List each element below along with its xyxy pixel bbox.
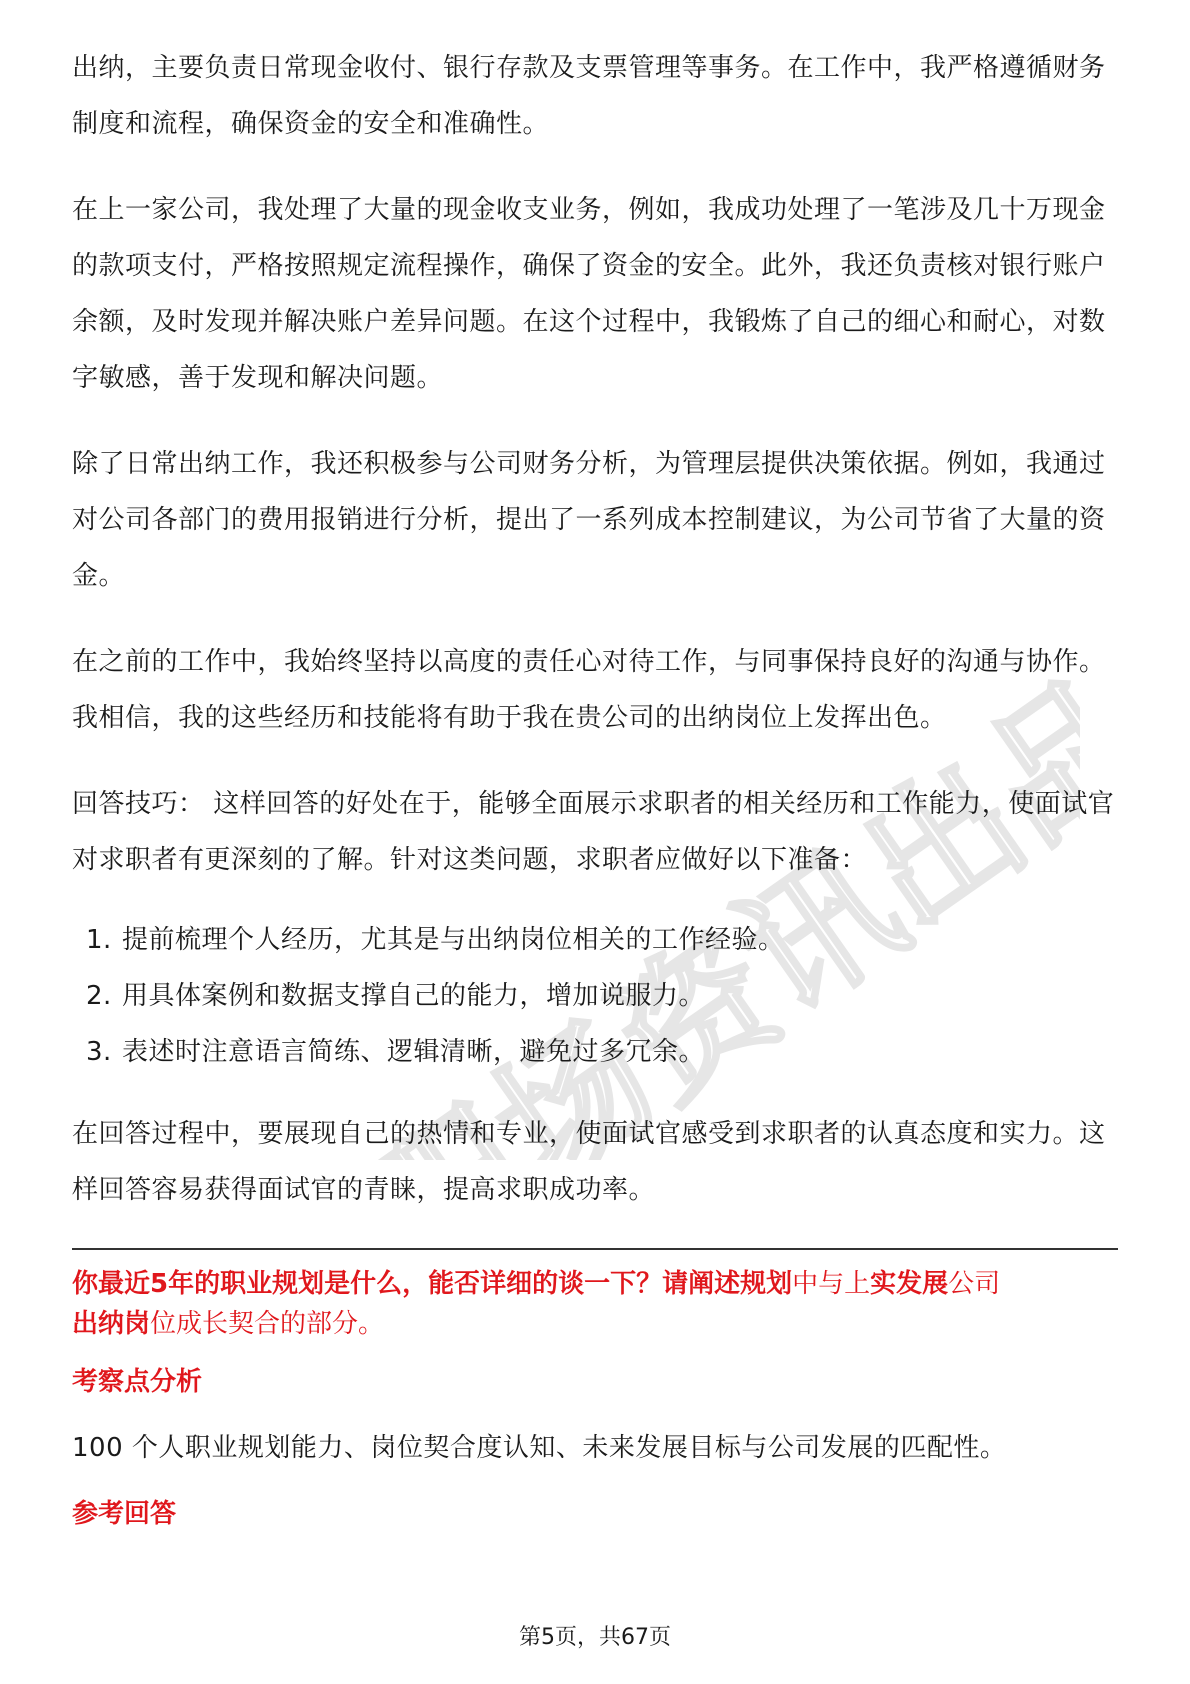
list-text: 提前梳理个人经历，尤其是与出纳岗位相关的工作经验。	[122, 925, 785, 955]
list-number: 2.	[86, 981, 112, 1011]
interview-question	[72, 1264, 1118, 1344]
section-divider	[72, 1248, 1118, 1250]
question-text: 实发展	[870, 1269, 949, 1299]
question-text: 位成长契合的部分。	[150, 1309, 385, 1339]
question-text: 中与上	[792, 1269, 871, 1299]
watermark-text: 职场资讯出品	[342, 647, 1080, 1160]
question-text: 公司	[948, 1269, 1001, 1299]
paragraph-analysis: 除了日常出纳工作，我还积极参与公司财务分析，为管理层提供决策依据。例如，我通过对公司各部门的费用报销进行分析，提出了一系列成本控制建议，为公司节省了大量的资金。	[72, 449, 1106, 591]
prep-steps-list	[72, 912, 1118, 1080]
document-page	[72, 40, 1118, 1552]
list-text: 用具体案例和数据支撑自己的能力，增加说服力。	[122, 981, 706, 1011]
list-number: 1.	[86, 925, 112, 955]
answer-heading: 参考回答	[72, 1499, 177, 1529]
page-footer: 第5页，共67页	[519, 1625, 671, 1650]
list-number: 3.	[86, 1037, 112, 1067]
list-item	[72, 912, 1118, 968]
analysis-heading: 考察点分析	[72, 1367, 203, 1397]
paragraph-intro: 出纳，主要负责日常现金收付、银行存款及支票管理等事务。在工作中，我严格遵循财务制度和流程，确保资金的安全和准确性。	[72, 53, 1106, 139]
question-text: 出纳岗	[72, 1309, 151, 1339]
list-item	[72, 1024, 1118, 1080]
paragraph-closing: 在回答过程中，要展现自己的热情和专业，使面试官感受到求职者的认真态度和实力。这样回答容易获得面试官的青睐，提高求职成功率。	[72, 1119, 1106, 1205]
list-item	[72, 968, 1118, 1024]
paragraph-experience: 在上一家公司，我处理了大量的现金收支业务，例如，我成功处理了一笔涉及几十万现金的款项支付，严格按照规定流程操作，确保了资金的安全。此外，我还负责核对银行账户余额，及时发现并解决账户差异问题。在这个过程中，我锻炼了自己的细心和耐心，对数字敏感，善于发现和解决问题。	[72, 195, 1106, 393]
paragraph-attitude: 在之前的工作中，我始终坚持以高度的责任心对待工作，与同事保持良好的沟通与协作。我相信，我的这些经历和技能将有助于我在贵公司的出纳岗位上发挥出色。	[72, 647, 1106, 733]
list-text: 表述时注意语言简练、逻辑清晰，避免过多冗余。	[122, 1037, 706, 1067]
analysis-text: 100 个人职业规划能力、岗位契合度认知、未来发展目标与公司发展的匹配性。	[72, 1433, 1007, 1463]
answer-tip: 回答技巧： 这样回答的好处在于，能够全面展示求职者的相关经历和工作能力，使面试官对求职者有更深刻的了解。针对这类问题，求职者应做好以下准备：	[72, 789, 1115, 875]
question-text: 你最近5年的职业规划是什么，能否详细的谈一下？请阐述规划	[72, 1269, 793, 1299]
